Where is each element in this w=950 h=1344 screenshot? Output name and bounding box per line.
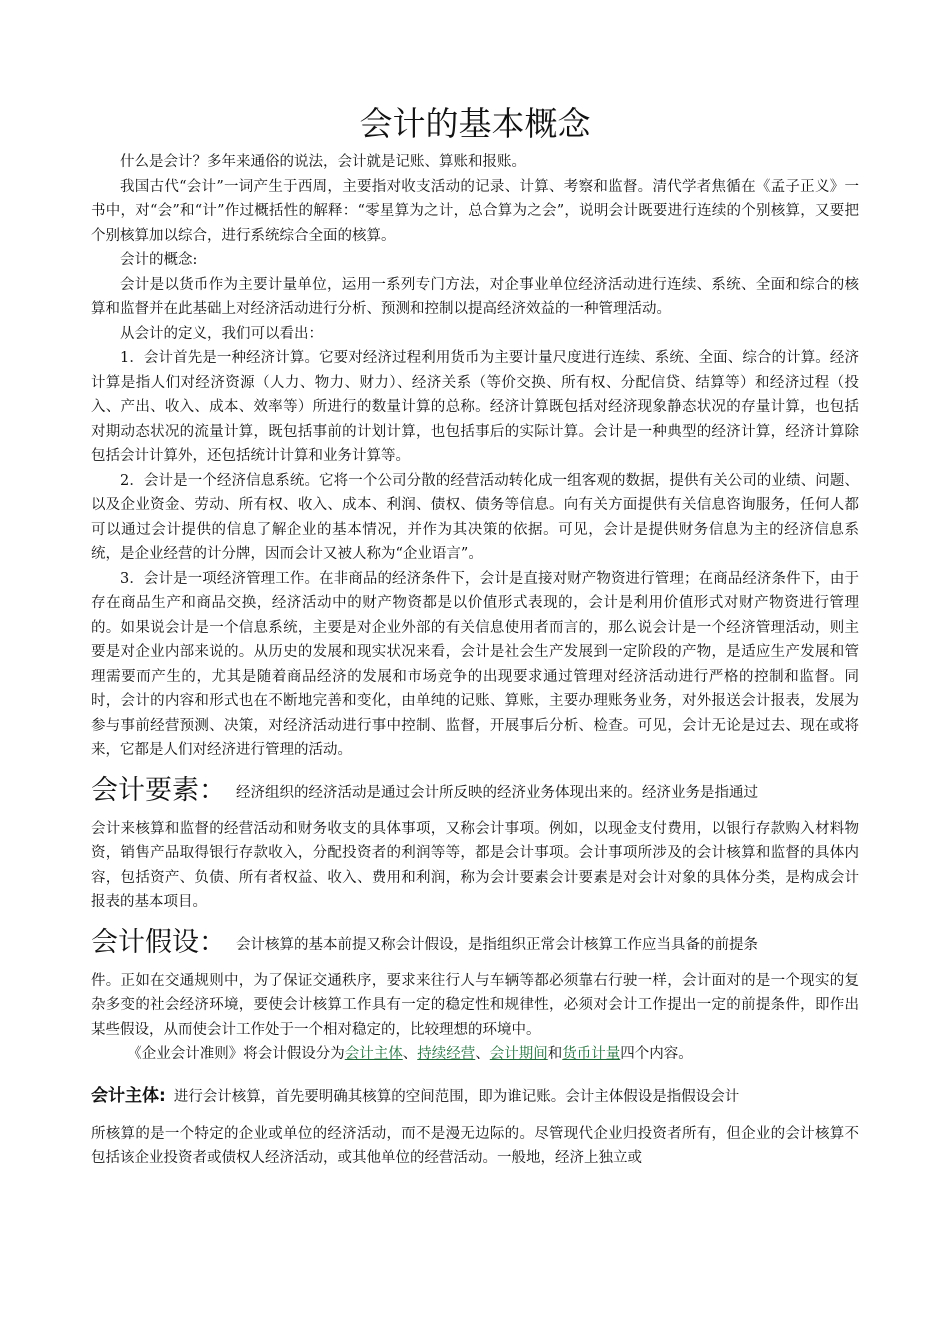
link-monetary-unit[interactable]: 货币计量 (562, 1046, 621, 1062)
standard-suffix: 四个内容。 (620, 1046, 693, 1062)
section-heading-elements: 会计要素： (91, 774, 226, 806)
paragraph-history: 我国古代“会计”一词产生于西周，主要指对收支活动的记录、计算、考察和监督。清代学者焦循在《孟子正义》一书中，对“会”和“计”作过概括性的解释：“零星算为之计，总合算为之会”，说明会计既要进行连续的个别核算，又要把个别核算加以综合，进行系统综合全面的核算。 (91, 178, 859, 244)
section-heading-assumptions: 会计假设： (91, 926, 226, 958)
section-accounting-entity (91, 1071, 859, 1122)
page-title: 会计的基本概念 (359, 104, 591, 143)
paragraph-point-1: 1．会计首先是一种经济计算。它要对经济过程利用货币为主要计量尺度进行连续、系统、全面、综合的计算。经济计算是指人们对经济资源（人力、物力、财力）、经济关系（等价交换、所有权、分配信贷、结算等）和经济过程（投入、产出、收入、成本、效率等）所进行的数量计算的总称。经济计算既包括对经济现象静态状况的存量计算，也包括对期动态状况的流量计算，既包括事前的计划计算，也包括事后的实际计算。会计是一种典型的经济计算，经济计算除包括会计计算外，还包括统计计算和业务计算等。 (91, 350, 859, 464)
section-assumptions-first-line: 会计核算的基本前提又称会计假设，是指组织正常会计核算工作应当具备的前提条 (236, 936, 758, 953)
document-page (91, 94, 859, 1171)
section-heading-entity: 会计主体: (91, 1085, 166, 1106)
separator: 、 (402, 1046, 418, 1062)
section-elements-body: 会计来核算和监督的经营活动和财务收支的具体事项，又称会计事项。例如，以现金支付费用，以银行存款购入材料物资，销售产品取得银行存款收入，分配投资者的利润等等，都是会计事项。会计事项所涉及的会计核算和监督的具体内容，包括资产、负债、所有者权益、收入、费用和利润，称为会计要素会计要素是对会计对象的具体分类，是构成会计报表的基本项目。 (91, 820, 859, 910)
standard-prefix: 《企业会计准则》将会计假设分为 (127, 1046, 345, 1062)
section-accounting-assumptions (91, 919, 859, 969)
separator: 、 (475, 1046, 490, 1062)
link-going-concern[interactable]: 持续经营 (417, 1046, 476, 1062)
paragraph-point-2: 2．会计是一个经济信息系统。它将一个公司分散的经营活动转化成一组客观的数据，提供有关公司的业绩、问题、以及企业资金、劳动、所有权、收入、成本、利润、债权、债务等信息。向有关方面提供有关信息咨询服务，任何人都可以通过会计提供的信息了解企业的基本情况，并作为其决策的依据。可见，会计是提供财务信息为主的经济信息系统，是企业经营的计分牌，因而会计又被人称为“企业语言”。 (91, 472, 859, 562)
link-accounting-entity[interactable]: 会计主体 (344, 1046, 403, 1062)
paragraph-point-3: 3．会计是一项经济管理工作。在非商品的经济条件下，会计是直接对财产物资进行管理；在商品经济条件下，由于存在商品生产和商品交换，经济活动中的财产物资都是以价值形式表现的，会计是利用价值形式对财产物资进行管理的。如果说会计是一个信息系统，主要是对企业外部的有关信息使用者而言的，那么说会计是一个经济管理活动，则主要是对企业内部来说的。从历史的发展和现实状况来看，会计是社会生产发展到一定阶段的产物，是适应生产发展和管理需要而产生的，尤其是随着商品经济的发展和市场竞争的出现要求通过管理对经济活动进行严格的控制和监督。同时，会计的内容和形式也在不断地完善和变化，由单纯的记账、算账，主要办理账务业务，对外报送会计报表，发展为参与事前经营预测、决策，对经济活动进行事中控制、监督，开展事后分析、检查。可见，会计无论是过去、现在或将来，它都是人们对经济进行管理的活动。 (91, 570, 859, 758)
section-entity-body: 所核算的是一个特定的企业或单位的经济活动，而不是漫无边际的。尽管现代企业归投资者所有，但企业的会计核算不包括该企业投资者或债权人经济活动，或其他单位的经营活动。一般地，经济上独立或 (91, 1125, 859, 1166)
section-accounting-elements (91, 767, 859, 817)
section-entity-first-line: 进行会计核算，首先要明确其核算的空间范围，即为谁记账。会计主体假设是指假设会计 (173, 1088, 740, 1105)
section-assumptions-body: 件。正如在交通规则中，为了保证交通秩序，要求来往行人与车辆等都必须靠右行驶一样，会计面对的是一个现实的复杂多变的社会经济环境，要使会计核算工作具有一定的稳定性和规律性，必须对会计工作提出一定的前提条件，即作出某些假设，从而使会计工作处于一个相对稳定的，比较理想的环境中。 (91, 972, 859, 1038)
link-accounting-period[interactable]: 会计期间 (489, 1046, 548, 1062)
paragraph-definition: 会计是以货币作为主要计量单位，运用一系列专门方法，对企事业单位经济活动进行连续、系统、全面和综合的核算和监督并在此基础上对经济活动进行分析、预测和控制以提高经济效益的一种管理活动。 (91, 276, 859, 317)
paragraph-standard (91, 1042, 859, 1067)
paragraph-concept-label: 会计的概念: (120, 252, 198, 268)
paragraph-definition-lead: 从会计的定义，我们可以看出： (120, 325, 323, 342)
separator: 和 (547, 1046, 563, 1062)
section-elements-first-line: 经济组织的经济活动是通过会计所反映的经济业务体现出来的。经济业务是指通过 (236, 784, 758, 801)
paragraph-intro: 什么是会计？多年来通俗的说法，会计就是记账、算账和报账。 (120, 154, 526, 170)
